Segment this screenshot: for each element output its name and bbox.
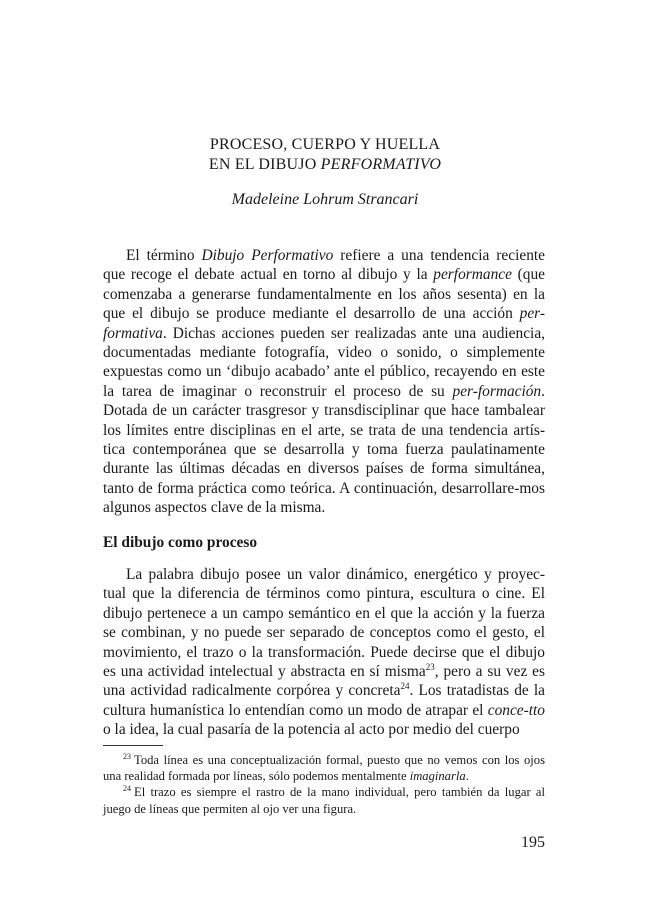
title-line-2-italic: PERFORMATIVO — [320, 156, 442, 173]
text-run: . Los tratadistas de la cultura humanística lo entendían como un modo de atrapar el — [103, 682, 546, 719]
paragraph-dibujo-proceso — [103, 565, 545, 740]
text-run: o la idea, la cual pasaría de la potencia al acto por medio del cuerpo — [103, 721, 520, 739]
paragraph-intro — [103, 246, 545, 518]
italic-text: Dibujo Performativo — [201, 247, 334, 264]
footnote-divider — [103, 745, 163, 746]
footnote-23 — [103, 752, 545, 784]
page-number: 195 — [521, 834, 545, 851]
text-run: , pero a su vez es una actividad radicalmente corpórea y concreta — [103, 663, 545, 700]
text-run: La palabra dibujo posee un valor dinámico, energético y proyec-tual que la diferencia de términos como pintura, escultura o cine. El dibujo pertenece a un campo semántico en el que la acción y la fuerza se combinan, y no puede ser separado de conceptos como el gesto, el movimiento, el trazo o la transformación. Puede decirse que el dibujo es una actividad intelectual y abstracta en sí misma — [103, 566, 545, 681]
title-line-1: PROCESO, CUERPO Y HUELLA — [209, 136, 441, 153]
footnote-ref: 23 — [425, 661, 435, 672]
footnote-number: 24 — [123, 784, 131, 794]
title-line-2-text: EN EL DIBUJO — [208, 156, 321, 173]
italic-text: conce-tto — [487, 701, 545, 719]
italic-text: per-formación — [452, 382, 542, 400]
footnote-24 — [103, 784, 545, 816]
author-name: Madeleine Lohrum Strancari — [231, 191, 419, 208]
text-run: . — [465, 769, 469, 784]
footnote-number: 23 — [123, 751, 131, 761]
footnotes — [103, 752, 545, 817]
chapter-title — [0, 135, 650, 175]
footnote-ref: 24 — [400, 681, 410, 692]
text-run: El trazo es siempre el rastro de la mano individual, pero también da lugar al juego de líneas que permiten al ojo ver una figura. — [103, 785, 545, 816]
text-run: (que comenzaba a generarse fundamentalmente en los años sesenta) en la que el dibujo se produce mediante el desarrollo de una acción — [103, 266, 545, 323]
italic-text: imaginarla — [409, 769, 466, 784]
text-run: El término — [126, 247, 202, 264]
text-run: Toda línea es una conceptualización formal, puesto que no vemos con los ojos una realidad formada por líneas, sólo podemos mentalmente — [103, 753, 545, 784]
section-heading: El dibujo como proceso — [103, 534, 258, 551]
italic-text: performance — [433, 266, 512, 284]
text-run: . Dichas acciones pueden ser realizadas ante una audiencia, documentadas mediante fotografía, video o sonido, o simplemente expuestas como un ‘dibujo acabado’ ante el público, recayendo en este la tarea de imaginar o reconstruir el proceso de su — [103, 324, 545, 400]
title-line-2 — [0, 155, 650, 175]
text-run: . Dotada de un carácter trasgresor y transdisciplinar que hace tambalear los límites entre disciplinas en el arte, se trata de una tendencia artís-tica contemporánea que se desarrolla y toma fuerza paulatinamente durante las últimas décadas en diversos países de forma simultánea, tanto de forma práctica como teórica. A continuación, desarrollare-mos algunos aspectos clave de la misma. — [103, 382, 545, 517]
italic-text: per-formativa — [103, 305, 545, 342]
text-run: refiere a una tendencia reciente que recoge el debate actual en torno al dibujo y la — [103, 247, 545, 284]
